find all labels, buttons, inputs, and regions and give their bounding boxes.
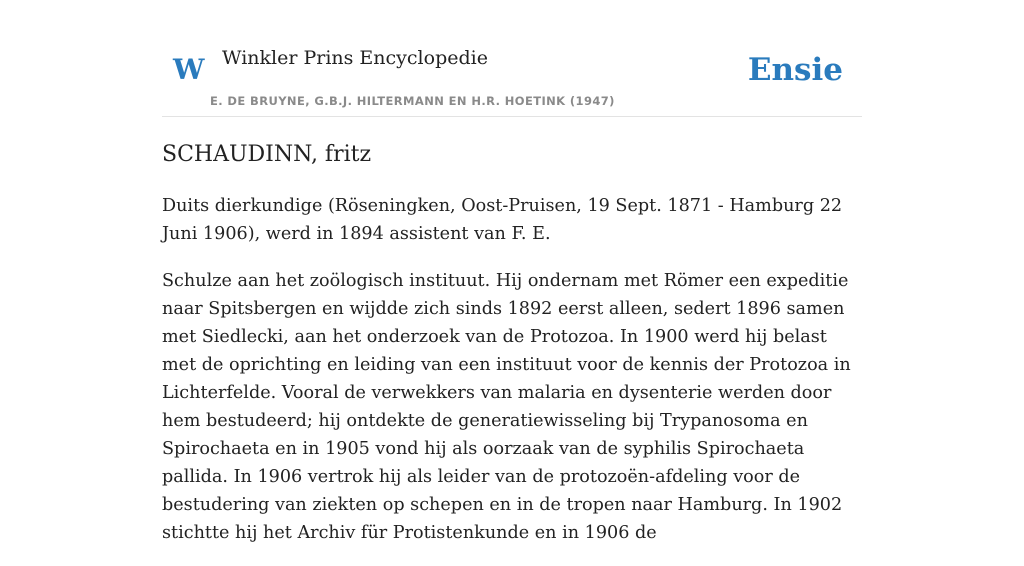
entry-paragraph: Duits dierkundige (Röseningken, Oost-Pruisen, 19 Sept. 1871 - Hamburg 22 Juni 1906), werd in 1894 assistent van F. E. <box>162 196 843 244</box>
entry-paragraph: Schulze aan het zoölogisch instituut. Hij ondernam met Römer een expeditie naar Spitsbergen en wijdde zich sinds 1892 eerst alleen, sedert 1896 samen met Siedlecki, aan het onderzoek van de Protozoa. In 1900 werd hij belast met de oprichting en leiding van een instituut voor de kennis der Protozoa in Lichterfelde. Vooral de verwekkers van malaria en dysenterie werden door hem bestudeerd; hij ontdekte de generatiewisseling bij Trypanosoma en Spirochaeta en in 1905 vond hij als oorzaak van de syphilis Spirochaeta pallida. In 1906 vertrok hij als leider van de protozoën-afdeling voor de bestudering van ziekten op schepen en in de tropen naar Hamburg. In 1902 stichtte hij het Archiv für Protistenkunde en in 1906 de <box>162 271 851 543</box>
brand-logo[interactable]: Ensie <box>747 52 843 88</box>
entry-title: SCHAUDINN, fritz <box>162 142 372 167</box>
source-logo[interactable]: W <box>173 53 205 86</box>
source-header <box>162 0 862 117</box>
source-title[interactable]: Winkler Prins Encyclopedie <box>222 47 488 69</box>
entry-body <box>162 192 864 566</box>
source-authors: E. DE BRUYNE, G.B.J. HILTERMANN EN H.R. HOETINK (1947) <box>210 94 615 108</box>
